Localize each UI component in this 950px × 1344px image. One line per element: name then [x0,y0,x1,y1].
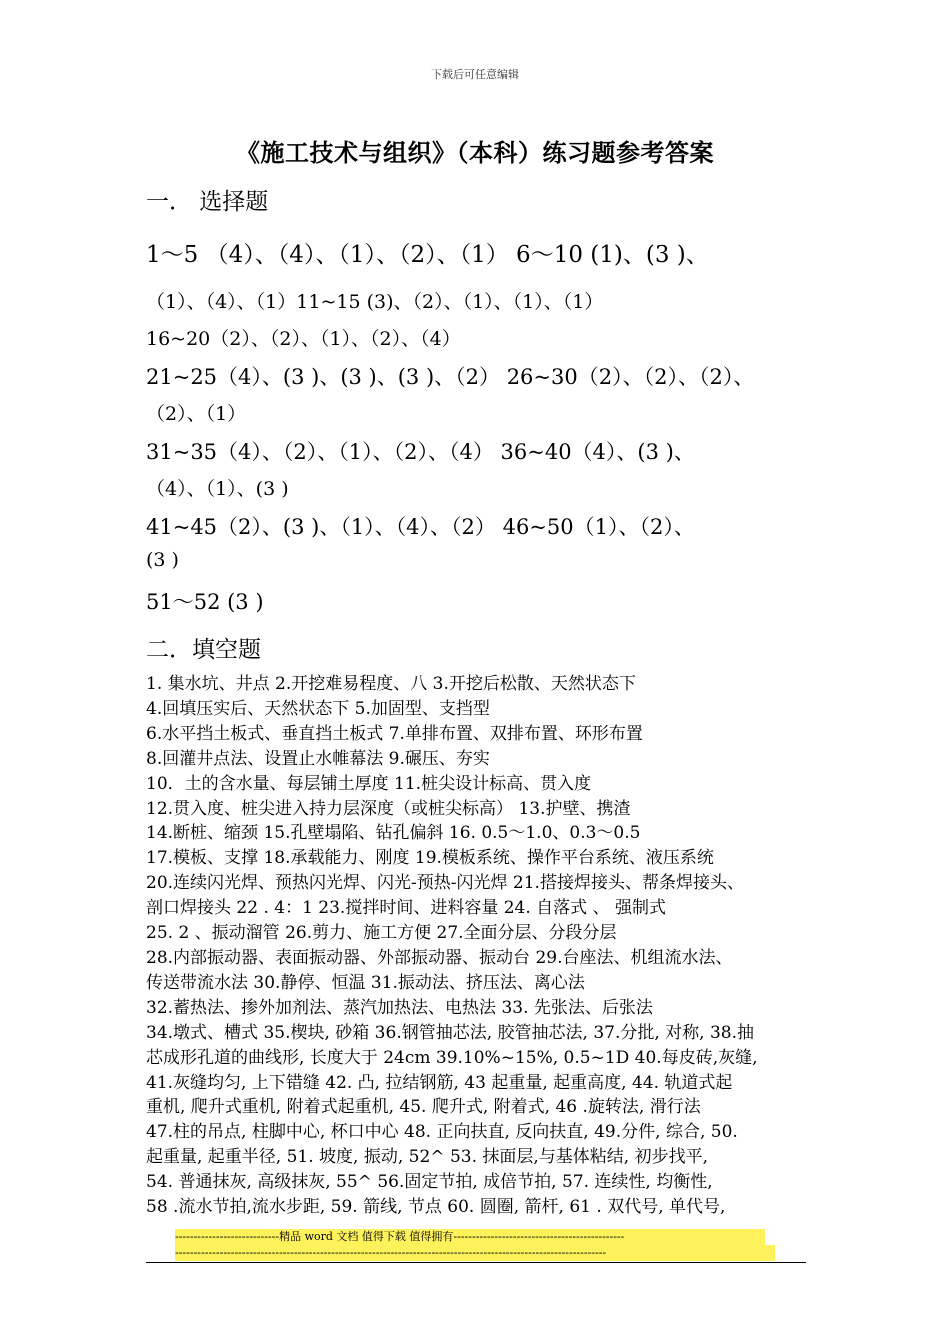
section-heading-choice: 一． 选择题 [146,189,269,215]
fill-line: 34.墩式、槽式 35.楔块, 砂箱 36.钢管抽芯法, 胶管抽芯法, 37.分批, 对称, 38.抽 [146,1022,755,1043]
fill-line: 10．土的含水量、每层铺土厚度 11.桩尖设计标高、贯入度 [146,773,592,794]
fill-in-answers [146,672,826,1220]
choice-line: (3 ) [146,549,179,571]
choice-line: 16~20（2）、（2）、（1）、（2）、（4） [146,328,461,350]
fill-line: 41.灰缝均匀, 上下错缝 42. 凸, 拉结钢筋, 43 起重量, 起重高度, 44. 轨道式起 [146,1072,733,1093]
page-header: 下载后可任意编辑 [431,68,519,81]
choice-line: 21~25（4）、(3 )、(3 )、(3 )、（2） 26~30（2）、（2）、（2）、 [146,365,755,389]
fill-line: 54. 普通抹灰, 高级抹灰, 55^ 56.固定节拍, 成倍节拍, 57. 连续性, 均衡性, [146,1172,713,1193]
fill-line: 1. 集水坑、井点 2.开挖难易程度、八 3.开挖后松散、天然状态下 [146,674,636,694]
document-title: 《施工技术与组织》（本科）练习题参考答案 [236,138,714,167]
fill-line: 芯成形孔道的曲线形, 长度大于 24cm 39.10%~15%, 0.5~1D 40.每皮砖,灰缝, [146,1047,758,1068]
fill-line: 47.柱的吊点, 柱脚中心, 杯口中心 48. 正向扶直, 反向扶直, 49.分件, 综合, 50. [146,1122,738,1143]
choice-line: 1～5 （4）、（4）、（1）、（2）、（1） 6～10 (1)、(3 )、 [146,242,709,268]
choice-line: （4）、（1）、(3 ) [146,478,289,500]
fill-line: 4.回填压实后、天然状态下 5.加固型、支挡型 [146,698,490,719]
choice-line: （2）、（1） [146,403,247,425]
footer-line-1: ----------------------------精品 word 文档 值得下载 值得拥有---------------------------------------------- [175,1229,765,1245]
choice-line: 31~35（4）、（2）、（1）、（2）、（4） 36~40（4）、(3 )、 [146,440,695,464]
fill-line: 32.蓄热法、掺外加剂法、蒸汽加热法、电热法 33. 先张法、后张法 [146,997,653,1018]
choice-line: 51～52 (3 ) [146,590,264,614]
footer-rule [146,1262,806,1263]
fill-line: 28.内部振动器、表面振动器、外部振动器、振动台 29.台座法、机组流水法、 [146,947,733,968]
fill-line: 12.贯入度、桩尖进入持力层深度（或桩尖标高） 13.护壁、携渣 [146,798,631,819]
fill-line: 6.水平挡土板式、垂直挡土板式 7.单排布置、双排布置、环形布置 [146,723,643,744]
fill-line: 8.回灌井点法、设置止水帷幕法 9.碾压、夯实 [146,748,490,769]
section-heading-fill: 二．填空题 [146,637,261,663]
footer-line-2: -------------------------------------------------------------------------------------------------------------------- [175,1245,775,1261]
fill-line: 58 .流水节拍,流水步距, 59. 箭线, 节点 60. 圆圈, 箭杆, 61 . 双代号, 单代号, [146,1197,726,1218]
fill-line: 14.断桩、缩颈 15.孔壁塌陷、钻孔偏斜 16. 0.5～1.0、0.3～0.5 [146,823,641,844]
fill-line: 传送带流水法 30.静停、恒温 31.振动法、挤压法、离心法 [146,972,585,993]
fill-line: 17.模板、支撑 18.承载能力、刚度 19.模板系统、操作平台系统、液压系统 [146,848,714,869]
fill-line: 20.连续闪光焊、预热闪光焊、闪光-预热-闪光焊 21.搭接焊接头、帮条焊接头、 [146,873,744,894]
footer-banner [175,1229,765,1261]
fill-line: 剖口焊接头 22 . 4：1 23.搅拌时间、进料容量 24. 自落式 、 强制式 [146,898,666,919]
fill-line: 25. 2 、振动溜管 26.剪力、施工方便 27.全面分层、分段分层 [146,923,617,944]
choice-line: （1）、（4）、（1）11~15 (3)、（2）、（1）、（1）、（1） [146,291,604,313]
fill-line: 起重量, 起重半径, 51. 坡度, 振动, 52^ 53. 抹面层,与基体粘结, 初步找平, [146,1147,709,1168]
fill-line: 重机, 爬升式重机, 附着式起重机, 45. 爬升式, 附着式, 46 .旋转法, 滑行法 [146,1097,701,1118]
choice-line: 41~45（2）、(3 )、（1）、（4）、（2） 46~50（1）、（2）、 [146,515,695,539]
